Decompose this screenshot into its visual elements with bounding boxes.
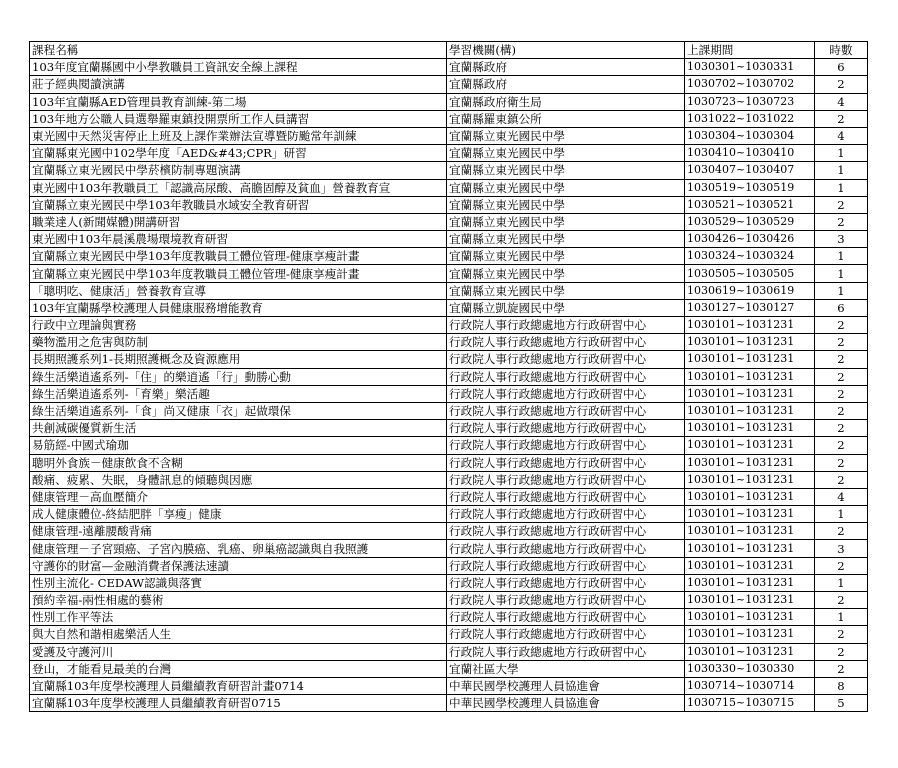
cell-organization: 行政院人事行政總處地方行政研習中心	[447, 454, 685, 471]
cell-period: 1030330~1030330	[685, 660, 815, 677]
cell-organization: 行政院人事行政總處地方行政研習中心	[447, 385, 685, 402]
cell-period: 1030101~1031231	[685, 471, 815, 488]
cell-course-name: 聰明外食族－健康飲食不含糊	[30, 454, 447, 471]
cell-course-name: 成人健康體位-終結肥胖「享瘦」健康	[30, 506, 447, 523]
table-row	[30, 420, 868, 437]
cell-hours: 4	[815, 93, 868, 110]
cell-period: 1030715~1030715	[685, 695, 815, 712]
cell-organization: 行政院人事行政總處地方行政研習中心	[447, 574, 685, 591]
cell-course-name: 綠生活樂逍遙系列-「育樂」樂活趣	[30, 385, 447, 402]
cell-period: 1030101~1031231	[685, 506, 815, 523]
cell-period: 1030101~1031231	[685, 402, 815, 419]
cell-organization: 行政院人事行政總處地方行政研習中心	[447, 402, 685, 419]
table-body	[30, 59, 868, 712]
cell-period: 1030101~1031231	[685, 334, 815, 351]
table-row	[30, 454, 868, 471]
cell-course-name: 宜蘭縣立東光國民中學菸檳防制專題演講	[30, 162, 447, 179]
cell-organization: 行政院人事行政總處地方行政研習中心	[447, 506, 685, 523]
cell-organization: 宜蘭縣立東光國民中學	[447, 265, 685, 282]
cell-course-name: 東光國中103年晨溪農場環境教育研習	[30, 231, 447, 248]
cell-hours: 5	[815, 695, 868, 712]
cell-course-name: 東光國中103年教職員工「認識高尿酸、高膽固醇及貧血」營養教育宣	[30, 179, 447, 196]
cell-organization: 行政院人事行政總處地方行政研習中心	[447, 317, 685, 334]
cell-period: 1030619~1030619	[685, 282, 815, 299]
table-row	[30, 248, 868, 265]
table-row	[30, 265, 868, 282]
cell-hours: 2	[815, 402, 868, 419]
cell-organization: 行政院人事行政總處地方行政研習中心	[447, 437, 685, 454]
table-row	[30, 196, 868, 213]
table-row	[30, 506, 868, 523]
cell-organization: 行政院人事行政總處地方行政研習中心	[447, 351, 685, 368]
table-row	[30, 523, 868, 540]
cell-hours: 2	[815, 660, 868, 677]
table-row	[30, 557, 868, 574]
cell-course-name: 宜蘭縣立東光國民中學103年度教職員工體位管理-健康享瘦計畫	[30, 248, 447, 265]
cell-hours: 2	[815, 454, 868, 471]
cell-organization: 行政院人事行政總處地方行政研習中心	[447, 626, 685, 643]
cell-hours: 1	[815, 265, 868, 282]
cell-period: 1030101~1031231	[685, 368, 815, 385]
cell-organization: 行政院人事行政總處地方行政研習中心	[447, 368, 685, 385]
cell-organization: 宜蘭縣立東光國民中學	[447, 231, 685, 248]
table-header-row	[30, 42, 868, 59]
cell-hours: 2	[815, 592, 868, 609]
cell-period: 1030101~1031231	[685, 643, 815, 660]
cell-hours: 2	[815, 557, 868, 574]
table-row	[30, 282, 868, 299]
cell-organization: 宜蘭縣政府	[447, 76, 685, 93]
cell-hours: 1	[815, 162, 868, 179]
course-record-table	[29, 41, 868, 712]
cell-organization: 宜蘭縣立東光國民中學	[447, 179, 685, 196]
header-period: 上課期間	[685, 42, 815, 59]
table-row	[30, 110, 868, 127]
cell-organization: 宜蘭縣政府	[447, 59, 685, 76]
cell-course-name: 愛護及守護河川	[30, 643, 447, 660]
table-row	[30, 334, 868, 351]
cell-period: 1030529~1030529	[685, 213, 815, 230]
cell-period: 1030410~1030410	[685, 145, 815, 162]
cell-organization: 宜蘭縣立東光國民中學	[447, 145, 685, 162]
header-hours: 時數	[815, 42, 868, 59]
cell-hours: 1	[815, 179, 868, 196]
cell-hours: 2	[815, 626, 868, 643]
table-row	[30, 643, 868, 660]
table-row	[30, 574, 868, 591]
cell-course-name: 健康管理-遠離腰酸背痛	[30, 523, 447, 540]
table-row	[30, 76, 868, 93]
cell-course-name: 共創減碳優質新生活	[30, 420, 447, 437]
cell-course-name: 性別工作平等法	[30, 609, 447, 626]
table-row	[30, 127, 868, 144]
cell-period: 1030301~1030331	[685, 59, 815, 76]
cell-organization: 行政院人事行政總處地方行政研習中心	[447, 488, 685, 505]
table-row	[30, 59, 868, 76]
table-row	[30, 145, 868, 162]
cell-course-name: 宜蘭縣103年度學校護理人員繼續教育研習計畫0714	[30, 677, 447, 694]
cell-hours: 2	[815, 368, 868, 385]
cell-course-name: 預約幸福-兩性相處的藝術	[30, 592, 447, 609]
table-row	[30, 351, 868, 368]
cell-hours: 1	[815, 574, 868, 591]
cell-course-name: 職業達人(新聞媒體)開講研習	[30, 213, 447, 230]
cell-organization: 宜蘭縣立東光國民中學	[447, 162, 685, 179]
cell-period: 1030101~1031231	[685, 574, 815, 591]
cell-period: 1030127~1030127	[685, 299, 815, 316]
cell-organization: 行政院人事行政總處地方行政研習中心	[447, 557, 685, 574]
cell-period: 1030101~1031231	[685, 317, 815, 334]
cell-organization: 行政院人事行政總處地方行政研習中心	[447, 609, 685, 626]
table-row	[30, 213, 868, 230]
cell-organization: 行政院人事行政總處地方行政研習中心	[447, 420, 685, 437]
cell-course-name: 103年度宜蘭縣國中小學教職員工資訊安全線上課程	[30, 59, 447, 76]
cell-organization: 宜蘭縣立東光國民中學	[447, 127, 685, 144]
cell-period: 1030101~1031231	[685, 454, 815, 471]
cell-hours: 6	[815, 299, 868, 316]
cell-period: 1030101~1031231	[685, 385, 815, 402]
cell-course-name: 綠生活樂逍遙系列-「住」的樂逍遙「行」動勝心動	[30, 368, 447, 385]
table-row	[30, 317, 868, 334]
cell-organization: 宜蘭社區大學	[447, 660, 685, 677]
cell-hours: 6	[815, 59, 868, 76]
cell-period: 1030304~1030304	[685, 127, 815, 144]
cell-hours: 2	[815, 334, 868, 351]
cell-hours: 2	[815, 196, 868, 213]
cell-course-name: 性別主流化- CEDAW認識與落實	[30, 574, 447, 591]
cell-hours: 2	[815, 643, 868, 660]
cell-organization: 宜蘭縣立東光國民中學	[447, 282, 685, 299]
cell-hours: 2	[815, 437, 868, 454]
cell-organization: 行政院人事行政總處地方行政研習中心	[447, 592, 685, 609]
cell-period: 1030101~1031231	[685, 540, 815, 557]
cell-organization: 宜蘭縣政府衛生局	[447, 93, 685, 110]
cell-organization: 宜蘭縣立東光國民中學	[447, 196, 685, 213]
cell-period: 1030101~1031231	[685, 557, 815, 574]
cell-period: 1030519~1030519	[685, 179, 815, 196]
table-row	[30, 231, 868, 248]
cell-course-name: 綠生活樂逍遙系列-「食」尚又健康「衣」起做環保	[30, 402, 447, 419]
cell-course-name: 藥物濫用之危害與防制	[30, 334, 447, 351]
table-row	[30, 299, 868, 316]
cell-period: 1030101~1031231	[685, 351, 815, 368]
cell-hours: 2	[815, 385, 868, 402]
cell-hours: 1	[815, 282, 868, 299]
cell-hours: 2	[815, 420, 868, 437]
table-row	[30, 179, 868, 196]
cell-hours: 2	[815, 523, 868, 540]
cell-period: 1030101~1031231	[685, 592, 815, 609]
header-course-name: 課程名稱	[30, 42, 447, 59]
cell-course-name: 103年宜蘭縣學校護理人員健康服務增能教育	[30, 299, 447, 316]
cell-course-name: 宜蘭縣103年度學校護理人員繼續教育研習0715	[30, 695, 447, 712]
table-row	[30, 368, 868, 385]
table-row	[30, 695, 868, 712]
cell-hours: 8	[815, 677, 868, 694]
cell-hours: 1	[815, 145, 868, 162]
cell-hours: 1	[815, 248, 868, 265]
cell-hours: 3	[815, 231, 868, 248]
cell-period: 1030324~1030324	[685, 248, 815, 265]
cell-organization: 宜蘭縣立凱旋國民中學	[447, 299, 685, 316]
cell-hours: 1	[815, 506, 868, 523]
cell-organization: 宜蘭縣立東光國民中學	[447, 213, 685, 230]
cell-organization: 中華民國學校護理人員協進會	[447, 677, 685, 694]
cell-course-name: 103年地方公職人員選舉羅東鎮投開票所工作人員講習	[30, 110, 447, 127]
cell-hours: 4	[815, 127, 868, 144]
cell-hours: 2	[815, 317, 868, 334]
table-row	[30, 471, 868, 488]
cell-period: 1030702~1030702	[685, 76, 815, 93]
cell-course-name: 宜蘭縣東光國中102學年度「AED&#43;CPR」研習	[30, 145, 447, 162]
cell-course-name: 登山，才能看見最美的台灣	[30, 660, 447, 677]
cell-course-name: 酸痛、疲累、失眠，身體訊息的傾聽與因應	[30, 471, 447, 488]
cell-period: 1030521~1030521	[685, 196, 815, 213]
table-row	[30, 626, 868, 643]
cell-period: 1030101~1031231	[685, 523, 815, 540]
table-row	[30, 437, 868, 454]
cell-course-name: 健康管理－高血壓簡介	[30, 488, 447, 505]
cell-course-name: 守護你的財富—金融消費者保護法速讀	[30, 557, 447, 574]
cell-organization: 宜蘭縣羅東鎮公所	[447, 110, 685, 127]
cell-course-name: 與大自然和諧相處樂活人生	[30, 626, 447, 643]
table-row	[30, 385, 868, 402]
table-row	[30, 660, 868, 677]
table-row	[30, 540, 868, 557]
cell-hours: 2	[815, 471, 868, 488]
header-organization: 學習機關(構)	[447, 42, 685, 59]
cell-hours: 2	[815, 213, 868, 230]
cell-hours: 2	[815, 76, 868, 93]
cell-course-name: 行政中立理論與實務	[30, 317, 447, 334]
cell-organization: 行政院人事行政總處地方行政研習中心	[447, 643, 685, 660]
cell-organization: 行政院人事行政總處地方行政研習中心	[447, 540, 685, 557]
table-row	[30, 402, 868, 419]
cell-hours: 3	[815, 540, 868, 557]
table-row	[30, 488, 868, 505]
cell-period: 1030101~1031231	[685, 488, 815, 505]
cell-course-name: 宜蘭縣立東光國民中學103年教職員水域安全教育研習	[30, 196, 447, 213]
cell-period: 1030714~1030714	[685, 677, 815, 694]
cell-period: 1030101~1031231	[685, 437, 815, 454]
cell-organization: 行政院人事行政總處地方行政研習中心	[447, 523, 685, 540]
table-row	[30, 592, 868, 609]
cell-period: 1030407~1030407	[685, 162, 815, 179]
table-row	[30, 609, 868, 626]
cell-course-name: 易筋經-中國式瑜珈	[30, 437, 447, 454]
cell-hours: 2	[815, 351, 868, 368]
cell-period: 1030101~1031231	[685, 609, 815, 626]
cell-period: 1030505~1030505	[685, 265, 815, 282]
cell-course-name: 莊子經典閱讀演講	[30, 76, 447, 93]
cell-course-name: 宜蘭縣立東光國民中學103年度教職員工體位管理-健康享瘦計畫	[30, 265, 447, 282]
cell-period: 1030101~1031231	[685, 626, 815, 643]
cell-course-name: 健康管理－子宮頸癌、子宮內膜癌、乳癌、卵巢癌認識與自我照護	[30, 540, 447, 557]
cell-organization: 中華民國學校護理人員協進會	[447, 695, 685, 712]
cell-hours: 2	[815, 110, 868, 127]
cell-organization: 宜蘭縣立東光國民中學	[447, 248, 685, 265]
cell-course-name: 103年宜蘭縣AED管理員教育訓練-第二場	[30, 93, 447, 110]
cell-period: 1031022~1031022	[685, 110, 815, 127]
cell-period: 1030723~1030723	[685, 93, 815, 110]
cell-period: 1030101~1031231	[685, 420, 815, 437]
table-row	[30, 162, 868, 179]
table-row	[30, 677, 868, 694]
cell-organization: 行政院人事行政總處地方行政研習中心	[447, 471, 685, 488]
cell-course-name: 東光國中天然災害停止上班及上課作業辦法宣導暨防颱常年訓練	[30, 127, 447, 144]
cell-hours: 4	[815, 488, 868, 505]
cell-organization: 行政院人事行政總處地方行政研習中心	[447, 334, 685, 351]
cell-course-name: 「聰明吃、健康活」營養教育宣導	[30, 282, 447, 299]
table-row	[30, 93, 868, 110]
cell-course-name: 長期照護系列1-長期照護概念及資源應用	[30, 351, 447, 368]
cell-hours: 1	[815, 609, 868, 626]
cell-period: 1030426~1030426	[685, 231, 815, 248]
